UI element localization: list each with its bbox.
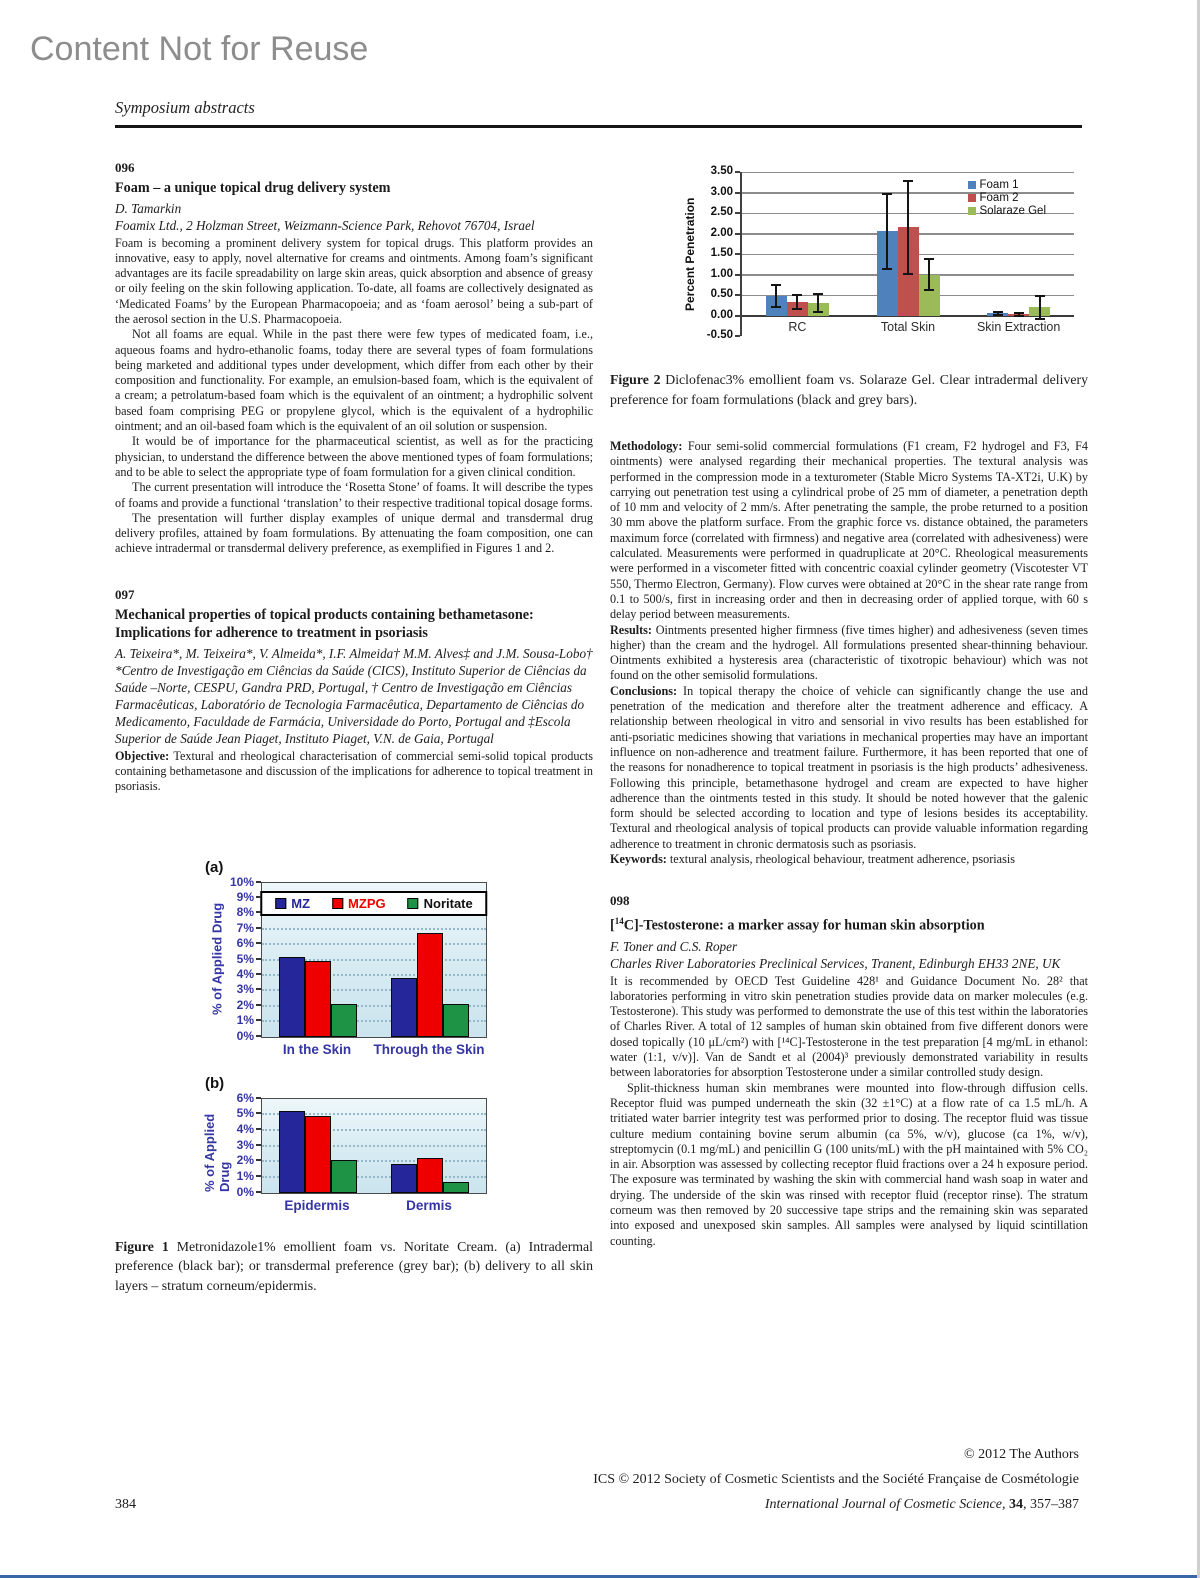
category-label: Epidermis	[284, 1197, 350, 1213]
category-label: In the Skin	[282, 1041, 352, 1057]
category-label: Total Skin	[880, 319, 936, 334]
error-cap	[771, 284, 781, 286]
bar-noritate	[331, 1160, 357, 1193]
error-bar	[796, 295, 798, 309]
y-tick-label: 3%	[236, 982, 254, 997]
abstract-098-affiliation: Charles River Laboratories Preclinical Services, Tranent, Edinburgh EH33 2NE, UK	[610, 955, 1061, 971]
error-bar	[775, 285, 777, 307]
figure-1-caption	[115, 1237, 593, 1296]
y-tick-label: 0.50	[710, 288, 733, 300]
y-tick-label: 4%	[236, 967, 254, 982]
y-tick-label: 7%	[236, 920, 254, 935]
gridline	[262, 943, 486, 945]
legend-label: Foam 2	[979, 192, 1019, 204]
abstract-096-paragraph: The presentation will further display examples of unique dermal and transdermal drug delivery profiles, attained by foam formulations. By attenuating the foam composition, one can achieve intradermal or transdermal delivery preference, as exemplified in Figures 1 and 2.	[115, 510, 593, 556]
figure-1	[195, 859, 535, 1213]
error-cap	[792, 294, 802, 296]
legend-swatch	[968, 207, 976, 215]
y-axis-label: Percent Penetration	[683, 197, 697, 311]
error-cap	[993, 311, 1003, 313]
legend-item	[408, 896, 473, 911]
category-label: Dermis	[406, 1197, 452, 1213]
conclusions-text: In topical therapy the choice of vehicle can significantly change the use and penetration of the medication and therefore alter the treatment adherence and efficacy. A relationship between rheological in vitro and sensorial in vivo results has been established for anti-psoriatic medicines showing that variations in mechanical properties may have an important influence on non-adherence and treatment failure. Furthermore, it has been reported that one of the reasons for nonadherence to topical treatment in psoriasis is the high products’ adhesiveness. Following this principle, betamethasone hydrogel and cream are expected to have higher adherence than the ointments tested in this study. It should be noted however that the galenic form should be selected according to location and type of lesions besides its acceptability. Textural and rheological analysis of topical products can provide valuable information regarding adherence to treatment in chronic dermatosis such as psoriasis.	[610, 683, 1088, 851]
abstract-096-number: 096	[115, 160, 135, 175]
error-cap	[903, 180, 913, 182]
category-label: Through the Skin	[373, 1041, 485, 1057]
y-tick-label: 9%	[236, 890, 254, 905]
journal-reference	[765, 1497, 1079, 1513]
legend-item	[275, 896, 310, 911]
keywords-text: textural analysis, rheological behaviour, treatment adherence, psoriasis	[666, 852, 1015, 867]
error-bar	[907, 181, 909, 274]
error-cap	[771, 306, 781, 308]
category-labels	[261, 1042, 485, 1057]
y-tick-label: 0.00	[710, 308, 733, 321]
abstract-097	[115, 587, 593, 795]
legend-label: MZ	[291, 895, 311, 911]
figure-1-panel-a-label: (a)	[205, 858, 224, 876]
title-rest: C]-Testosterone: a marker assay for human skin absorption	[623, 918, 985, 935]
error-cap	[1035, 295, 1045, 297]
legend-item	[968, 192, 1046, 204]
bar-noritate	[331, 1004, 357, 1036]
legend-swatch	[968, 194, 976, 202]
journal-volume: 34	[1009, 1497, 1023, 1512]
conclusions-paragraph	[610, 684, 1088, 852]
legend-swatch	[968, 181, 976, 189]
abstract-096-paragraph: Foam is becoming a prominent delivery system for topical drugs. This platform provides an innovative, easy to apply, novel alternative for creams and ointments. Among foam’s significant advantages are its facile spreadability on large skin areas, quick absorption and absence of greasy or oily feeling on the skin following application. To-date, all foams are collectively designated as ‘Medicated Foams’ by the European Pharmacopoeia; and as ‘foam aerosol’ being a sub-part of the aerosol section in the U.S. Pharmacopoeia.	[115, 235, 593, 326]
legend-swatch	[332, 898, 343, 909]
y-tick-label: 1%	[236, 1013, 254, 1028]
y-tick-label: 4%	[236, 1121, 254, 1136]
plot-area	[261, 1098, 487, 1194]
keywords-paragraph	[610, 852, 1088, 867]
chart-wrap	[682, 165, 1088, 341]
bar-mzpg	[417, 1158, 443, 1192]
abstract-097-authors: A. Teixeira*, M. Teixeira*, V. Almeida*, I.F. Almeida† M.M. Alves‡ and J.M. Sousa-Lobo†	[115, 645, 593, 661]
footer-bottom-row	[115, 1497, 1079, 1513]
methodology-paragraph	[610, 439, 1088, 623]
category-labels	[261, 1198, 485, 1213]
error-cap	[813, 311, 823, 313]
figure-2-caption	[610, 370, 1088, 409]
abstract-098	[610, 893, 1088, 1249]
figure-1-panel-a-chart	[209, 874, 535, 1057]
y-axis-label: % of Applied Drug	[202, 1113, 232, 1192]
abstract-097-title: Mechanical properties of topical products containing bethametasone: Implications for adherence to treatment in psoriasis	[115, 606, 534, 642]
y-tick-label: 2.00	[710, 226, 733, 239]
left-column	[115, 160, 593, 1295]
error-cap	[882, 268, 892, 270]
results-label: Results:	[610, 622, 652, 637]
footer-copyright: © 2012 The Authors	[964, 1447, 1079, 1462]
y-axis-ticks	[225, 1090, 261, 1199]
page-number: 384	[115, 1497, 136, 1512]
chart-wrap	[202, 1090, 535, 1199]
legend-swatch	[275, 898, 286, 909]
error-cap	[1014, 315, 1024, 317]
bar-noritate	[443, 1004, 469, 1036]
y-tick-label: 8%	[236, 905, 254, 920]
y-tick-label: 0%	[236, 1028, 254, 1043]
error-bar	[928, 259, 930, 290]
objective-text: Textural and rheological characterisation of commercial semi-solid topical products containing bethametasone and discussion of the implications for adherence to topical treatment in psoriasis.	[115, 748, 593, 794]
abstract-098-paragraph: It is recommended by OECD Test Guideline 428¹ and Guidance Document No. 28² that laboratories performing in vitro skin penetration studies provide data on marker molecules (e.g. Testosterone). This study was performed to demonstrate the use of this test within the laboratories of Charles River. A total of 12 samples of human skin obtained from five different donors were dosed topically (10 μL/cm²) with [¹⁴C]-Testosterone in the test preparation [4 mg/mL in ethanol: water (1:1, v/v)]. Van de Sandt et al (2004)³ previously demonstrated variability in results between laboratories for absorption Testosterone under a similar controlled study design.	[610, 973, 1088, 1080]
y-tick-label: -0.50	[706, 329, 733, 341]
bar-noritate	[443, 1182, 469, 1192]
abstract-098-title	[610, 912, 1088, 935]
y-axis-ticks	[698, 165, 740, 341]
methodology-label: Methodology:	[610, 439, 683, 453]
y-tick-label: 3.50	[710, 165, 733, 177]
legend-label: Foam 1	[979, 179, 1019, 191]
bar-mz	[279, 1111, 305, 1192]
conclusions-label: Conclusions:	[610, 683, 678, 698]
y-tick-label: 0%	[236, 1184, 254, 1199]
abstract-098-number: 098	[610, 893, 630, 909]
error-cap	[924, 289, 934, 291]
legend-label: MZPG	[348, 895, 386, 911]
chart-wrap	[209, 874, 535, 1043]
figure-1-label: Figure 1	[115, 1238, 169, 1254]
y-tick-label: 10%	[229, 874, 254, 889]
error-cap	[924, 258, 934, 260]
error-cap	[903, 273, 913, 275]
header-rule	[115, 125, 1082, 128]
error-cap	[792, 308, 802, 310]
abstract-098-paragraph: Split-thickness human skin membranes were mounted into flow-through diffusion cells. Receptor fluid was pumped underneath the skin (32 ±1°C) at a flow rate of ca 1.5 mL/h. A tritiated water barrier integrity test was performed prior to dosing. The receptor fluid was tissue culture medium containing bovine serum albumin (ca 5%, w/v), glucose (ca 1%, w/v), streptomycin (0.1 mg/mL) and penicillin G (100 units/mL) with the pH maintained with 5% CO₂ in air. Absorption was assessed by collecting receptor fluid fractions over a 24 h exposure period. The exposure was terminated by washing the skin with commercial hand wash soap in water and drying. The underside of the skin was rinsed with receptor fluid (receptor rinse). The stratum corneum was then removed by 20 successive tape strips and the remaining skin was separated into exposed and unexposed skin samples. All samples were analysed by liquid scintillation counting.	[610, 1080, 1088, 1248]
y-tick-label: 3%	[236, 1137, 254, 1152]
y-tick-label: 5%	[236, 1106, 254, 1121]
abstract-097-affiliation: *Centro de Investigação em Ciências da Saúde (CICS), Instituto Superior de Ciências da Saúde –Norte, CESPU, Gandra PRD, Portugal, † Centro de Investigação em Ciências Farmacêuticas, Laboratório de Tecnologia Farmacêutica, Departamento de Ciências do Medicamento, Faculdade de Farmácia, Universidade do Porto, Portugal and ‡Escola Superior de Saúde Jean Piaget, Instituto Piaget, V.N. de Gaia, Portugal	[115, 662, 587, 746]
running-head: Symposium abstracts	[115, 98, 255, 117]
abstract-096-title: Foam – a unique topical drug delivery system	[115, 180, 391, 196]
category-label: Skin Extraction	[976, 319, 1061, 334]
y-tick-label: 3.00	[710, 185, 733, 198]
abstract-096-paragraph: It would be of importance for the pharmaceutical scientist, as well as for the practicing physician, to understand the difference between the above mentioned types of foam formulations; and to be able to select the appropriate type of foam formulation for a given clinical condition.	[115, 434, 593, 479]
figure-2-caption-text: Diclofenac3% emollient foam vs. Solaraze Gel. Clear intradermal delivery preference for foam formulations (black and grey bars).	[610, 372, 1088, 407]
journal-pages: , 357–387	[1023, 1497, 1079, 1512]
abstract-096-paragraph: Not all foams are equal. While in the past there were few types of medicated foam, i.e., aqueous foams and hydro-ethanolic foams, today there are several types of foam formulations being marketed and additional types under development, which differ from each other by their composition and functionality. For example, an emulsion-based foam, which is the equivalent of a cream; a petrolatum-based foam which is the equivalent of an ointment; a hydrophilic solvent based foam comprising PEG or propylene glycol, which is the equivalent of a hydrophilic ointment; and an oil-based foam which is the equivalent of an oil solution or suspension.	[115, 327, 593, 434]
journal-name: International Journal of Cosmetic Science,	[764, 1497, 1006, 1512]
y-tick-label: 6%	[236, 1090, 254, 1105]
legend-item	[968, 179, 1046, 191]
results-paragraph	[610, 623, 1088, 684]
gridline	[262, 928, 486, 930]
error-bar	[886, 194, 888, 269]
title-open-bracket: [	[610, 918, 615, 935]
figure-2-chart	[682, 165, 1088, 341]
right-column	[610, 160, 1088, 1249]
error-cap	[993, 314, 1003, 316]
figure-1-panel-b-chart	[202, 1090, 535, 1213]
y-tick-label: 6%	[236, 936, 254, 951]
figure-1-caption-text: Metronidazole1% emollient foam vs. Noritate Cream. (a) Intradermal preference (black bar); or transdermal preference (grey bar); (b) delivery to all skin layers – stratum corneum/epidermis.	[115, 1238, 593, 1293]
abstract-096-paragraph: The current presentation will introduce the ‘Rosetta Stone’ of foams. It will describe the types of foams and provide a functional ‘translation’ to their respective traditional topical dosage forms.	[115, 480, 593, 510]
bar-mzpg	[305, 1116, 331, 1193]
title-superscript: 14	[614, 916, 624, 927]
abstract-096	[115, 160, 593, 557]
objective-label: Objective:	[115, 748, 170, 763]
abstract-098-authors: F. Toner and C.S. Roper	[610, 938, 738, 954]
y-tick-label: 2%	[236, 997, 254, 1012]
y-tick-label: 1.50	[710, 247, 733, 259]
error-cap	[813, 293, 823, 295]
abstract-096-authors: D. Tamarkin	[115, 200, 182, 216]
error-bar	[1039, 296, 1041, 319]
plot-area	[261, 882, 487, 1038]
footer-society: ICS © 2012 Society of Cosmetic Scientists and the Société Française de Cosmétologie	[593, 1472, 1079, 1487]
bar-mzpg	[417, 933, 443, 1036]
bar-mz	[279, 957, 305, 1037]
abstract-097-number: 097	[115, 586, 135, 602]
abstract-097-objective	[115, 749, 593, 795]
methodology-text: Four semi-solid commercial formulations (F1 cream, F2 hydrogel and F3, F4 ointments) were analysed regarding their mechanical properties. The textural analysis was performed in the compression mode in a texturometer (Stable Micro Systems TA-XT2i, U.K) by carrying out penetration test using a cylindrical probe of 25 mm of diameter, a penetration depth of 10 mm and velocity of 2 mm/s. After penetrating the sample, the probe returned to a position 30 mm above the platform surface. From the graphic force vs. distance obtained, the parameters maximum force (correlated with firmness) and negative area (correlated with adhesiveness) were calculated. Measurements were performed in quadruplicate at 20°C. Rheological measurements were performed in a viscometer fitted with concentric coaxial cylinder geometry (Viscotester VT 550, Thermo Electron, Germany). Flow curves were obtained at 20°C in the shear rate range from 0.1 to 500/s, first in increasing order and then in decreasing order of applied torque, with 60 s delay period between measurements.	[610, 439, 1088, 622]
legend-label: Solaraze Gel	[979, 205, 1046, 217]
figure-2-label: Figure 2	[610, 372, 661, 387]
y-tick-label: 1%	[236, 1168, 254, 1183]
legend-swatch	[408, 898, 419, 909]
y-axis-ticks	[225, 874, 261, 1043]
bar-mz	[391, 1164, 417, 1192]
y-tick-label: 2%	[236, 1153, 254, 1168]
error-cap	[882, 193, 892, 195]
bar-mz	[391, 978, 417, 1037]
legend-item	[332, 896, 386, 911]
gridline	[742, 172, 1074, 173]
bar-mzpg	[305, 961, 331, 1036]
watermark-text: Content Not for Reuse	[30, 30, 369, 68]
keywords-label: Keywords:	[610, 852, 667, 867]
error-bar	[817, 294, 819, 312]
y-tick-label: 5%	[236, 951, 254, 966]
legend	[968, 178, 1046, 218]
y-tick-label: 2.50	[710, 206, 733, 218]
legend-label: Noritate	[423, 895, 473, 911]
abstract-096-affiliation: Foamix Ltd., 2 Holzman Street, Weizmann-Science Park, Rehovot 76704, Israel	[115, 217, 535, 233]
results-text: Ointments presented higher firmness (five times higher) and adhesiveness (seven times higher) than the cream and the hydrogel. All formulations presented shear-thinning behaviour. Ointments exhibited a hysteresis area (characteristic of tixotropic behaviour) which was not found on the other semisolid formulations.	[610, 622, 1088, 683]
y-axis-label: % of Applied Drug	[209, 902, 225, 1015]
figure-1-panel-b-label: (b)	[205, 1074, 225, 1092]
legend-item	[968, 205, 1046, 217]
y-tick-label: 1.00	[710, 267, 733, 280]
legend	[260, 891, 487, 916]
category-label: RC	[788, 319, 807, 334]
abstract-097-details	[610, 439, 1088, 867]
plot-area	[740, 172, 1074, 336]
